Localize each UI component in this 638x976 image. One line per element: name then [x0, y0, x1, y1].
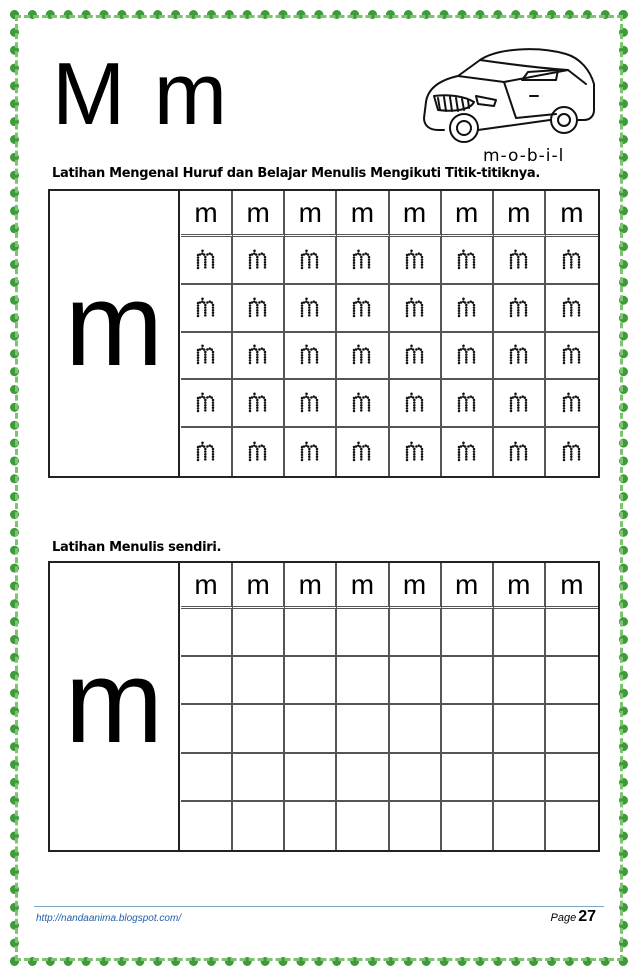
tracing-cell: [181, 380, 233, 428]
page-number: [551, 908, 597, 926]
writing-cell[interactable]: [546, 657, 598, 705]
tracing-cell: [546, 285, 598, 333]
tracing-cell: [546, 333, 598, 381]
writing-cell[interactable]: [233, 657, 285, 705]
writing-cell[interactable]: [233, 609, 285, 657]
writing-cell[interactable]: [442, 609, 494, 657]
header-letter: m: [298, 568, 322, 600]
dotted-letter-icon: [456, 392, 478, 414]
header-letter-cell: [546, 563, 598, 609]
header-letter: m: [298, 196, 322, 228]
instruction-tracing: Latihan Mengenal Huruf dan Belajar Menulis Mengikuti Titik-titiknya.: [52, 166, 541, 181]
dotted-letter-icon: [247, 297, 269, 319]
header-letter-cell: [390, 563, 442, 609]
page-number-value: 27: [578, 908, 596, 925]
dotted-letter-icon: [195, 297, 217, 319]
page-label: Page: [550, 912, 577, 924]
tracing-cell: [494, 428, 546, 476]
dotted-letter-icon: [299, 441, 321, 463]
tracing-cell: [337, 380, 389, 428]
tracing-cell: [442, 333, 494, 381]
dotted-letter-icon: [299, 249, 321, 271]
writing-cell[interactable]: [337, 754, 389, 802]
writing-cell[interactable]: [233, 754, 285, 802]
header-letter-cell: [181, 563, 233, 609]
big-letter: m: [50, 191, 180, 476]
tracing-cell: [390, 333, 442, 381]
header-letter-cell: [337, 563, 389, 609]
tracing-cell: [233, 428, 285, 476]
tracing-cell: [285, 428, 337, 476]
header-letter: m: [194, 196, 218, 228]
big-letter: m: [50, 563, 180, 850]
dotted-letter-icon: [508, 392, 530, 414]
dotted-letter-icon: [508, 441, 530, 463]
writing-cell[interactable]: [494, 802, 546, 850]
dotted-letter-icon: [508, 344, 530, 366]
writing-grid: [181, 563, 598, 850]
dotted-letter-icon: [404, 392, 426, 414]
dotted-letter-icon: [508, 249, 530, 271]
header-letter-cell: [442, 191, 494, 237]
writing-cell[interactable]: [390, 705, 442, 753]
dotted-letter-icon: [561, 249, 583, 271]
writing-cell[interactable]: [494, 609, 546, 657]
header-letter: m: [455, 568, 479, 600]
word-label: m-o-b-i-l: [483, 146, 565, 166]
header-letter-cell: [233, 563, 285, 609]
header-letter-cell: [181, 191, 233, 237]
dotted-letter-icon: [247, 392, 269, 414]
tracing-cell: [285, 333, 337, 381]
dotted-letter-icon: [195, 344, 217, 366]
writing-cell[interactable]: [390, 754, 442, 802]
writing-cell[interactable]: [494, 754, 546, 802]
dotted-letter-icon: [456, 344, 478, 366]
dotted-letter-icon: [351, 297, 373, 319]
tracing-cell: [442, 285, 494, 333]
header-letter: m: [402, 196, 427, 228]
tracing-cell: [337, 428, 389, 476]
dotted-letter-icon: [561, 392, 583, 414]
tracing-cell: [285, 285, 337, 333]
car-icon: [418, 40, 598, 150]
writing-cell[interactable]: [285, 657, 337, 705]
dotted-letter-icon: [561, 344, 583, 366]
tracing-cell: [233, 333, 285, 381]
writing-cell[interactable]: [285, 802, 337, 850]
writing-cell[interactable]: [181, 609, 233, 657]
dotted-letter-icon: [195, 392, 217, 414]
dotted-letter-icon: [561, 441, 583, 463]
tracing-cell: [285, 380, 337, 428]
header-letter: m: [455, 196, 479, 228]
tracing-cell: [337, 285, 389, 333]
writing-cell[interactable]: [442, 657, 494, 705]
header-letter: m: [194, 568, 218, 600]
writing-cell[interactable]: [337, 705, 389, 753]
writing-cell[interactable]: [494, 705, 546, 753]
tracing-cell: [233, 237, 285, 285]
writing-cell[interactable]: [390, 802, 442, 850]
dotted-letter-icon: [456, 249, 478, 271]
header-letter-cell: [390, 191, 442, 237]
writing-cell[interactable]: [181, 802, 233, 850]
tracing-cell: [494, 333, 546, 381]
tracing-cell: [390, 428, 442, 476]
header-letter-cell: [494, 191, 546, 237]
writing-cell[interactable]: [546, 609, 598, 657]
header-letter: m: [560, 568, 584, 600]
tracing-cell: [181, 285, 233, 333]
writing-cell[interactable]: [181, 705, 233, 753]
dotted-letter-icon: [404, 441, 426, 463]
header-letter: m: [507, 196, 531, 228]
writing-cell[interactable]: [390, 657, 442, 705]
tracing-cell: [390, 285, 442, 333]
header-letter-cell: [442, 563, 494, 609]
writing-cell[interactable]: [546, 802, 598, 850]
header-letter: m: [246, 568, 270, 600]
dotted-letter-icon: [351, 344, 373, 366]
dotted-letter-icon: [508, 297, 530, 319]
header-letter: m: [246, 196, 270, 228]
dotted-letter-icon: [456, 297, 478, 319]
tracing-cell: [546, 380, 598, 428]
writing-cell[interactable]: [546, 754, 598, 802]
dotted-letter-icon: [351, 392, 373, 414]
tracing-cell: [337, 333, 389, 381]
tracing-cell: [494, 380, 546, 428]
page-title: M m: [52, 44, 230, 143]
dotted-letter-icon: [247, 344, 269, 366]
tracing-cell: [181, 428, 233, 476]
writing-cell[interactable]: [233, 705, 285, 753]
dotted-letter-icon: [351, 249, 373, 271]
dotted-letter-icon: [456, 441, 478, 463]
writing-cell[interactable]: [285, 609, 337, 657]
header-letter-cell: [494, 563, 546, 609]
writing-cell[interactable]: [233, 802, 285, 850]
writing-cell[interactable]: [337, 609, 389, 657]
header-letter-cell: [285, 191, 337, 237]
writing-cell[interactable]: [181, 754, 233, 802]
header-letter-cell: [285, 563, 337, 609]
header-letter: m: [350, 196, 375, 228]
footer-link[interactable]: http://nandaanima.blogspot.com/: [36, 913, 182, 924]
tracing-cell: [442, 237, 494, 285]
dotted-letter-icon: [561, 297, 583, 319]
free-writing-panel: [48, 561, 600, 852]
dotted-letter-icon: [351, 441, 373, 463]
writing-cell[interactable]: [546, 705, 598, 753]
writing-cell[interactable]: [181, 657, 233, 705]
dotted-letter-icon: [247, 441, 269, 463]
tracing-cell: [442, 428, 494, 476]
writing-cell[interactable]: [390, 609, 442, 657]
dotted-letter-icon: [299, 344, 321, 366]
writing-cell[interactable]: [442, 754, 494, 802]
tracing-cell: [285, 237, 337, 285]
instruction-free-writing: Latihan Menulis sendiri.: [52, 540, 222, 555]
writing-cell[interactable]: [442, 705, 494, 753]
dotted-letter-icon: [404, 344, 426, 366]
tracing-cell: [390, 237, 442, 285]
tracing-cell: [233, 285, 285, 333]
dotted-letter-icon: [299, 392, 321, 414]
tracing-cell: [233, 380, 285, 428]
tracing-cell: [546, 428, 598, 476]
dotted-letter-icon: [404, 297, 426, 319]
header-letter-cell: [337, 191, 389, 237]
writing-cell[interactable]: [337, 657, 389, 705]
header-letter-cell: [233, 191, 285, 237]
tracing-grid: [181, 191, 598, 476]
tracing-cell: [442, 380, 494, 428]
tracing-cell: [181, 237, 233, 285]
header-letter: m: [402, 568, 427, 600]
header-letter-cell: [546, 191, 598, 237]
tracing-cell: [337, 237, 389, 285]
writing-cell[interactable]: [285, 754, 337, 802]
writing-cell[interactable]: [442, 802, 494, 850]
tracing-cell: [390, 380, 442, 428]
dotted-letter-icon: [195, 249, 217, 271]
tracing-panel: [48, 189, 600, 478]
footer-divider: [34, 906, 604, 907]
header-letter: m: [560, 196, 584, 228]
writing-cell[interactable]: [285, 705, 337, 753]
dotted-letter-icon: [247, 249, 269, 271]
tracing-cell: [546, 237, 598, 285]
tracing-cell: [181, 333, 233, 381]
dotted-letter-icon: [195, 441, 217, 463]
writing-cell[interactable]: [337, 802, 389, 850]
dotted-letter-icon: [299, 297, 321, 319]
tracing-cell: [494, 285, 546, 333]
header-letter: m: [350, 568, 375, 600]
dotted-letter-icon: [404, 249, 426, 271]
writing-cell[interactable]: [494, 657, 546, 705]
header-letter: m: [507, 568, 531, 600]
tracing-cell: [494, 237, 546, 285]
